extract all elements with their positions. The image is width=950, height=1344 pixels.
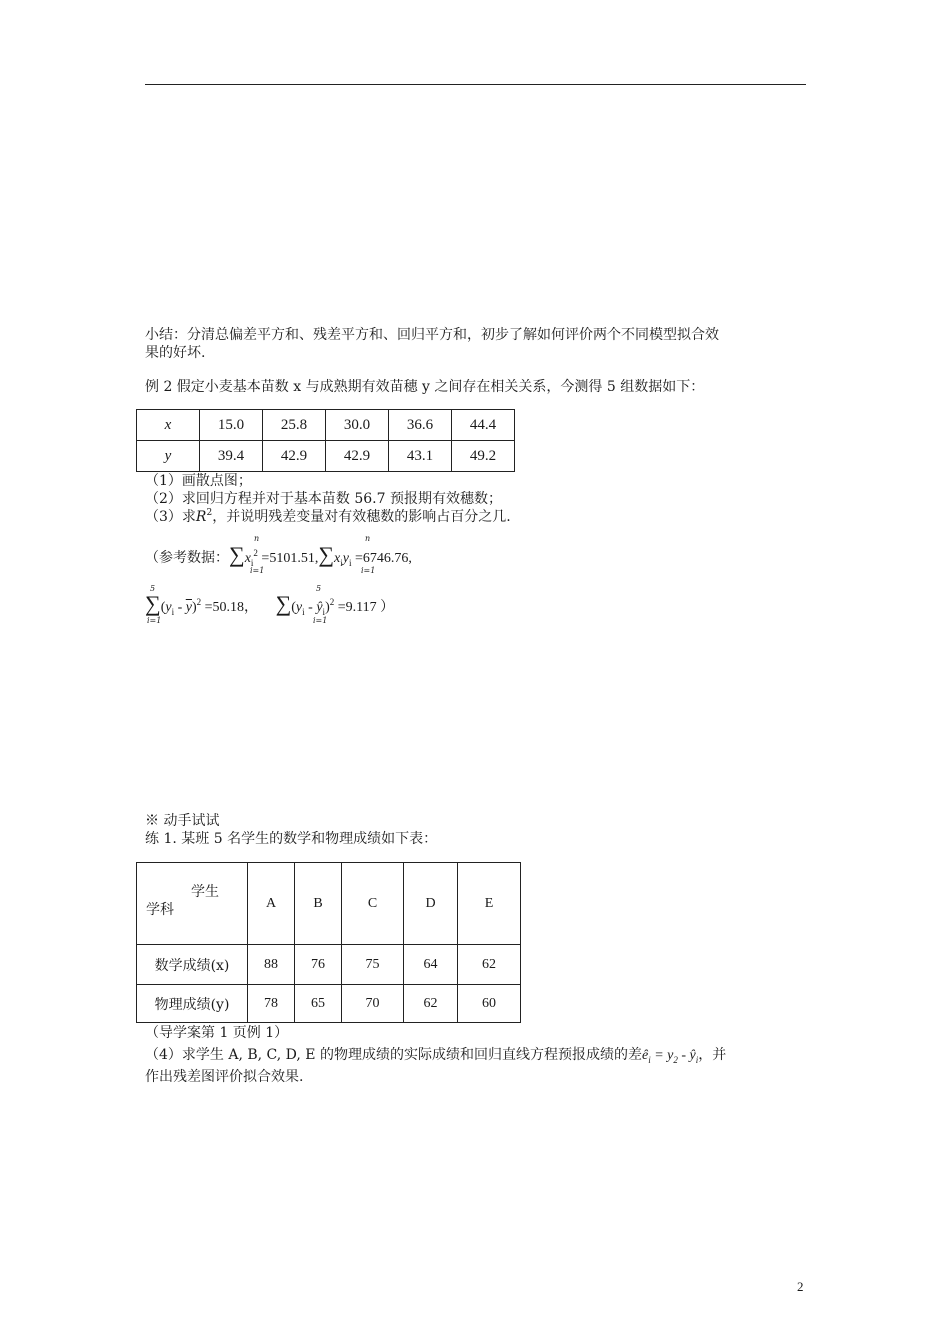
summary-line-1: 小结：分清总偏差平方和、残差平方和、回归平方和，初步了解如何评价两个不同模型拟合效 [145, 327, 719, 343]
ref-data-formula-line-2: $\sum(y_i - \overline{y})^2 =50.18$， $\sum(y_i$ - $ŷ_i)^2 =9.117$ ） [145, 591, 395, 617]
student-header-b: B [295, 863, 342, 945]
practice-intro: 练 1. 某班 5 名学生的数学和物理成绩如下表： [145, 831, 438, 847]
table-row-x [137, 410, 515, 441]
practice-reference: （导学案第 1 页例 1） [145, 1025, 289, 1041]
row-label-x: x [137, 410, 200, 441]
question-4-line-2: 作出残差图评价拟合效果. [145, 1069, 304, 1085]
x-value-5: 44.4 [452, 410, 515, 441]
page-number: 2 [797, 1279, 804, 1294]
example-2-data-table [136, 409, 515, 472]
table-row-math [137, 945, 521, 985]
physics-score-e: 60 [458, 985, 521, 1023]
x-value-4: 36.6 [389, 410, 452, 441]
practice-score-table [136, 862, 521, 1023]
math-score-a: 88 [248, 945, 295, 985]
corner-cell [137, 863, 248, 945]
student-header-e: E [458, 863, 521, 945]
math-score-c: 75 [342, 945, 404, 985]
corner-label-subject: 学科 [146, 902, 174, 918]
y-value-5: 49.2 [452, 441, 515, 472]
math-score-e: 62 [458, 945, 521, 985]
student-header-d: D [404, 863, 458, 945]
row-label-y: y [137, 441, 200, 472]
y-value-2: 42.9 [263, 441, 326, 472]
x-value-3: 30.0 [326, 410, 389, 441]
corner-label-student: 学生 [191, 884, 219, 900]
student-header-c: C [342, 863, 404, 945]
row-label-math: 数学成绩(x) [137, 945, 248, 985]
question-1: （1）画散点图； [145, 473, 252, 489]
y-value-4: 43.1 [389, 441, 452, 472]
r-squared-symbol: R [195, 509, 207, 525]
table-row-physics [137, 985, 521, 1023]
physics-score-d: 62 [404, 985, 458, 1023]
table-row-y [137, 441, 515, 472]
math-score-b: 76 [295, 945, 342, 985]
header-rule [145, 84, 806, 85]
question-2: （2）求回归方程并对于基本苗数 56.7 预报期有效穗数； [145, 491, 502, 507]
table-header-row [137, 863, 521, 945]
row-label-physics: 物理成绩(y) [137, 985, 248, 1023]
practice-section-title: ※ 动手试试 [145, 813, 220, 829]
ref-data-formula-line-1: （参考数据：$\sum x_i^2 =5101.51,\sum x_iy_i =6746.76$, [145, 542, 412, 568]
math-score-d: 64 [404, 945, 458, 985]
question-3: （3）求$R^2$，并说明残差变量对有效穗数的影响占百分之几. [145, 508, 511, 525]
y-value-1: 39.4 [200, 441, 263, 472]
summary-line-2: 果的好坏. [145, 345, 206, 361]
physics-score-b: 65 [295, 985, 342, 1023]
physics-score-c: 70 [342, 985, 404, 1023]
x-value-1: 15.0 [200, 410, 263, 441]
physics-score-a: 78 [248, 985, 295, 1023]
y-value-3: 42.9 [326, 441, 389, 472]
student-header-a: A [248, 863, 295, 945]
example-2-intro: 例 2 假定小麦基本苗数 x 与成熟期有效苗穗 y 之间存在相关关系，今测得 5 组数据如下： [145, 379, 705, 395]
question-4-line-1: （4）求学生 A, B, C, D, E 的物理成绩的实际成绩和回归直线方程预报成绩的差$ê_i = y_2$ - $ŷ_i$，并 [145, 1047, 727, 1065]
x-value-2: 25.8 [263, 410, 326, 441]
